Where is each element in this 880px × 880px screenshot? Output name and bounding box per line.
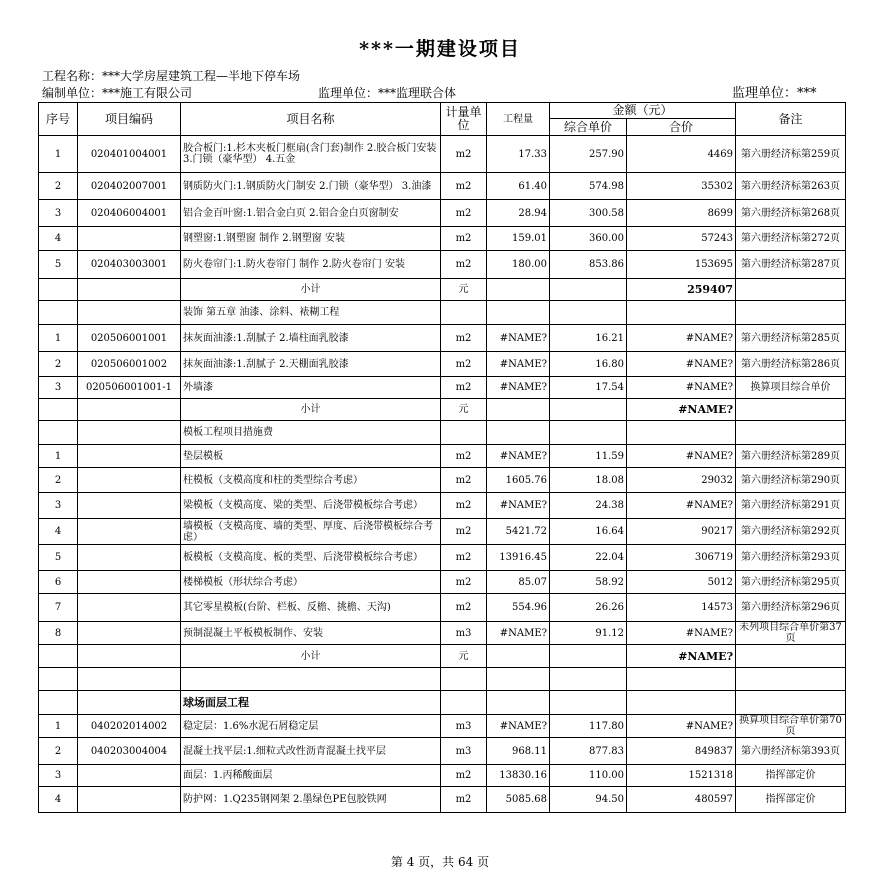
table-row [39,519,846,545]
unit-cell: m2 [441,227,487,251]
bill-of-quantities-table [38,102,846,813]
table-row [39,645,846,668]
item-name-cell: 稳定层：1.6%水泥石屑稳定层 [181,715,441,738]
table-body [39,136,846,813]
code-cell [78,493,181,519]
qty-cell: #NAME? [487,377,550,399]
total-cell: #NAME? [627,377,736,399]
seq-cell [39,399,78,421]
code-cell [78,468,181,493]
table-row [39,136,846,173]
seq-cell: 5 [39,545,78,571]
note-cell: 第六册经济标第292页 [736,519,846,545]
note-cell: 第六册经济标第290页 [736,468,846,493]
table-row [39,421,846,445]
qty-cell: 180.00 [487,251,550,279]
unit-price-cell: 11.59 [550,445,627,468]
code-cell [78,765,181,787]
total-cell [627,691,736,715]
total-cell: 90217 [627,519,736,545]
table-row [39,594,846,622]
unit-price-cell: 16.80 [550,352,627,377]
seq-cell: 2 [39,173,78,200]
note-cell: 第六册经济标第263页 [736,173,846,200]
note-cell: 第六册经济标第287页 [736,251,846,279]
total-cell: #NAME? [627,622,736,645]
item-name-cell: 其它零星模板(台阶、栏板、反檐、挑檐、天沟) [181,594,441,622]
unit-cell [441,421,487,445]
header-unit: 计量单位 [441,103,487,136]
seq-cell: 4 [39,227,78,251]
table-row [39,622,846,645]
unit-cell: m2 [441,377,487,399]
unit-cell: 元 [441,279,487,301]
table-row [39,691,846,715]
unit-price-cell: 117.80 [550,715,627,738]
seq-cell: 7 [39,594,78,622]
table-row [39,571,846,594]
note-cell: 未列项目综合单价第37页 [736,622,846,645]
qty-cell: 968.11 [487,738,550,765]
header-qty: 工程量 [487,103,550,136]
unit-price-cell [550,421,627,445]
seq-cell [39,645,78,668]
note-cell [736,301,846,325]
item-name-cell: 垫层模板 [181,445,441,468]
seq-cell [39,691,78,715]
page-number: 第 4 页，共 64 页 [390,855,490,869]
qty-cell [487,301,550,325]
subtotal-total: 259407 [627,279,736,301]
table-row [39,445,846,468]
header-seq: 序号 [39,103,78,136]
unit-price-cell [550,399,627,421]
item-name-cell: 面层：1.丙稀酸面层 [181,765,441,787]
seq-cell: 1 [39,445,78,468]
compiler-unit: 编制单位：***施工有限公司 [42,86,193,100]
item-name-cell: 板模板（支模高度、板的类型、后浇带模板综合考虑） [181,545,441,571]
code-cell [78,571,181,594]
unit-price-cell: 574.98 [550,173,627,200]
item-name-cell: 抹灰面油漆:1.刮腻子 2.墙柱面乳胶漆 [181,325,441,352]
table-row [39,545,846,571]
note-cell [736,645,846,668]
unit-cell: 元 [441,645,487,668]
empty-cell [78,668,181,691]
header-name: 项目名称 [181,103,441,136]
table-row [39,325,846,352]
item-name-cell: 预制混凝土平板模板制作、安装 [181,622,441,645]
total-cell: 306719 [627,545,736,571]
supervisor-unit: 监理单位：***监理联合体 [318,86,457,100]
item-name-cell: 钢塑窗:1.钢塑窗 制作 2.钢塑窗 安装 [181,227,441,251]
code-cell [78,622,181,645]
code-cell: 020403003001 [78,251,181,279]
unit-cell: m2 [441,765,487,787]
empty-cell [181,668,441,691]
unit-price-cell: 22.04 [550,545,627,571]
seq-cell: 3 [39,493,78,519]
code-cell [78,594,181,622]
unit-cell: m2 [441,200,487,227]
unit-price-cell: 877.83 [550,738,627,765]
subtotal-label: 小计 [181,645,441,668]
note-cell: 第六册经济标第286页 [736,352,846,377]
qty-cell [487,399,550,421]
total-cell: 8699 [627,200,736,227]
note-cell: 第六册经济标第293页 [736,545,846,571]
table-row [39,493,846,519]
table-row [39,468,846,493]
code-cell: 020506001001-1 [78,377,181,399]
qty-cell: 554.96 [487,594,550,622]
note-cell: 第六册经济标第259页 [736,136,846,173]
total-cell: 4469 [627,136,736,173]
seq-cell: 4 [39,519,78,545]
item-name-cell: 钢质防火门:1.钢质防火门制安 2.门锁（豪华型） 3.油漆 [181,173,441,200]
item-name-cell: 防护网：1.Q235钢网架 2.墨绿色PE包胶铁网 [181,787,441,813]
unit-price-cell [550,279,627,301]
unit-cell: m3 [441,738,487,765]
unit-price-cell: 94.50 [550,787,627,813]
note-cell: 第六册经济标第272页 [736,227,846,251]
unit-cell: m2 [441,468,487,493]
code-cell [78,645,181,668]
unit-price-cell: 16.21 [550,325,627,352]
section-title: 模板工程项目措施费 [181,421,441,445]
code-cell [78,787,181,813]
unit-cell: m2 [441,519,487,545]
note-cell: 第六册经济标第295页 [736,571,846,594]
qty-cell: 13916.45 [487,545,550,571]
unit-cell [441,691,487,715]
seq-cell: 3 [39,765,78,787]
seq-cell: 1 [39,136,78,173]
unit-cell: m3 [441,715,487,738]
unit-cell: m2 [441,787,487,813]
seq-cell [39,301,78,325]
unit-price-cell [550,691,627,715]
seq-cell: 5 [39,251,78,279]
table-row [39,227,846,251]
code-cell: 020401004001 [78,136,181,173]
note-cell [736,421,846,445]
seq-cell: 2 [39,468,78,493]
note-cell [736,691,846,715]
unit-price-cell: 26.26 [550,594,627,622]
unit-price-cell: 110.00 [550,765,627,787]
table-row [39,787,846,813]
unit-cell: m2 [441,136,487,173]
unit-cell: m2 [441,173,487,200]
note-cell: 换算项目综合单价 [736,377,846,399]
total-cell: 480597 [627,787,736,813]
seq-cell: 1 [39,325,78,352]
item-name-cell: 柱模板（支模高度和柱的类型综合考虑） [181,468,441,493]
item-name-cell: 混凝土找平层:1.细粒式改性沥青混凝土找平层 [181,738,441,765]
note-cell: 第六册经济标第291页 [736,493,846,519]
page-title: ***一期建设项目 [359,38,521,60]
note-cell [736,279,846,301]
subtotal-label: 小计 [181,399,441,421]
qty-cell: 28.94 [487,200,550,227]
item-name-cell: 楼梯模板（形状综合考虑） [181,571,441,594]
supervisor-unit-right: 监理单位：*** [732,86,817,101]
total-cell: 57243 [627,227,736,251]
item-name-cell: 防火卷帘门:1.防火卷帘门 制作 2.防火卷帘门 安装 [181,251,441,279]
unit-price-cell: 24.38 [550,493,627,519]
header-total: 合价 [627,119,736,136]
code-cell [78,445,181,468]
total-cell [627,301,736,325]
subtotal-total: #NAME? [627,645,736,668]
table-row [39,173,846,200]
code-cell [78,519,181,545]
unit-price-cell: 360.00 [550,227,627,251]
total-cell: #NAME? [627,352,736,377]
empty-cell [487,668,550,691]
seq-cell: 8 [39,622,78,645]
qty-cell: #NAME? [487,325,550,352]
empty-cell [441,668,487,691]
header-code: 项目编码 [78,103,181,136]
table-row [39,200,846,227]
qty-cell: 1605.76 [487,468,550,493]
seq-cell: 2 [39,738,78,765]
item-name-cell: 铝合金百叶窗:1.铝合金白页 2.铝合金白页窗制安 [181,200,441,227]
code-cell [78,227,181,251]
table-row [39,352,846,377]
seq-cell: 6 [39,571,78,594]
total-cell: 849837 [627,738,736,765]
unit-cell: m2 [441,493,487,519]
item-name-cell: 抹灰面油漆:1.刮腻子 2.天棚面乳胶漆 [181,352,441,377]
unit-price-cell: 58.92 [550,571,627,594]
table-row [39,738,846,765]
table-row [39,301,846,325]
note-cell: 第六册经济标第393页 [736,738,846,765]
empty-cell [627,668,736,691]
empty-cell [39,668,78,691]
code-cell [78,399,181,421]
total-cell: #NAME? [627,493,736,519]
unit-price-cell: 17.54 [550,377,627,399]
unit-cell: m3 [441,622,487,645]
empty-cell [736,668,846,691]
seq-cell: 1 [39,715,78,738]
unit-price-cell: 300.58 [550,200,627,227]
section-title: 装饰 第五章 油漆、涂料、裱糊工程 [181,301,441,325]
table-row [39,251,846,279]
note-cell: 第六册经济标第289页 [736,445,846,468]
table-row [39,765,846,787]
table-row [39,279,846,301]
note-cell [736,399,846,421]
seq-cell [39,279,78,301]
total-cell: #NAME? [627,325,736,352]
unit-price-cell: 91.12 [550,622,627,645]
table-row [39,399,846,421]
unit-cell: m2 [441,251,487,279]
note-cell: 换算项目综合单价第70页 [736,715,846,738]
unit-cell [441,301,487,325]
qty-cell [487,691,550,715]
qty-cell [487,279,550,301]
qty-cell: 5421.72 [487,519,550,545]
table-row [39,668,846,691]
total-cell: 1521318 [627,765,736,787]
note-cell: 指挥部定价 [736,765,846,787]
qty-cell: #NAME? [487,715,550,738]
seq-cell [39,421,78,445]
qty-cell: 5085.68 [487,787,550,813]
qty-cell: 13830.16 [487,765,550,787]
code-cell [78,421,181,445]
qty-cell [487,645,550,668]
subtotal-label: 小计 [181,279,441,301]
qty-cell: #NAME? [487,493,550,519]
project-name: 工程名称：***大学房屋建筑工程—半地下停车场 [42,69,301,83]
unit-cell: m2 [441,571,487,594]
unit-cell: m2 [441,445,487,468]
code-cell: 040202014002 [78,715,181,738]
qty-cell: #NAME? [487,352,550,377]
qty-cell: 17.33 [487,136,550,173]
qty-cell: 159.01 [487,227,550,251]
item-name-cell: 墙模板（支模高度、墙的类型、厚度、后浇带模板综合考虑） [181,519,441,545]
unit-price-cell: 18.08 [550,468,627,493]
header-note: 备注 [736,103,846,136]
qty-cell: 85.07 [487,571,550,594]
unit-cell: m2 [441,594,487,622]
code-cell [78,301,181,325]
total-cell [627,421,736,445]
table-row [39,715,846,738]
unit-cell: m2 [441,352,487,377]
unit-cell: m2 [441,325,487,352]
code-cell [78,545,181,571]
unit-price-cell: 257.90 [550,136,627,173]
total-cell: 5012 [627,571,736,594]
subtotal-total: #NAME? [627,399,736,421]
unit-price-cell [550,301,627,325]
table-row [39,377,846,399]
total-cell: #NAME? [627,445,736,468]
note-cell: 第六册经济标第285页 [736,325,846,352]
qty-cell [487,421,550,445]
header-unit-price: 综合单价 [550,119,627,136]
seq-cell: 2 [39,352,78,377]
code-cell: 020506001002 [78,352,181,377]
empty-cell [550,668,627,691]
unit-cell: m2 [441,545,487,571]
item-name-cell: 胶合板门:1.杉木夹板门框扇(含门套)制作 2.胶合板门安装 3.门锁（豪华型） 4.五金 [181,136,441,173]
item-name-cell: 外墙漆 [181,377,441,399]
seq-cell: 4 [39,787,78,813]
code-cell: 040203004004 [78,738,181,765]
code-cell [78,279,181,301]
qty-cell: #NAME? [487,445,550,468]
note-cell: 第六册经济标第296页 [736,594,846,622]
code-cell [78,691,181,715]
code-cell: 020402007001 [78,173,181,200]
code-cell: 020506001001 [78,325,181,352]
unit-price-cell: 853.86 [550,251,627,279]
unit-price-cell: 16.64 [550,519,627,545]
total-cell: #NAME? [627,715,736,738]
qty-cell: 61.40 [487,173,550,200]
note-cell: 第六册经济标第268页 [736,200,846,227]
total-cell: 35302 [627,173,736,200]
note-cell: 指挥部定价 [736,787,846,813]
section-title: 球场面层工程 [181,691,441,715]
code-cell: 020406004001 [78,200,181,227]
total-cell: 14573 [627,594,736,622]
seq-cell: 3 [39,377,78,399]
unit-price-cell [550,645,627,668]
unit-cell: 元 [441,399,487,421]
qty-cell: #NAME? [487,622,550,645]
seq-cell: 3 [39,200,78,227]
item-name-cell: 梁模板（支模高度、梁的类型、后浇带模板综合考虑） [181,493,441,519]
total-cell: 153695 [627,251,736,279]
total-cell: 29032 [627,468,736,493]
header-amount: 金额（元） [550,103,736,119]
